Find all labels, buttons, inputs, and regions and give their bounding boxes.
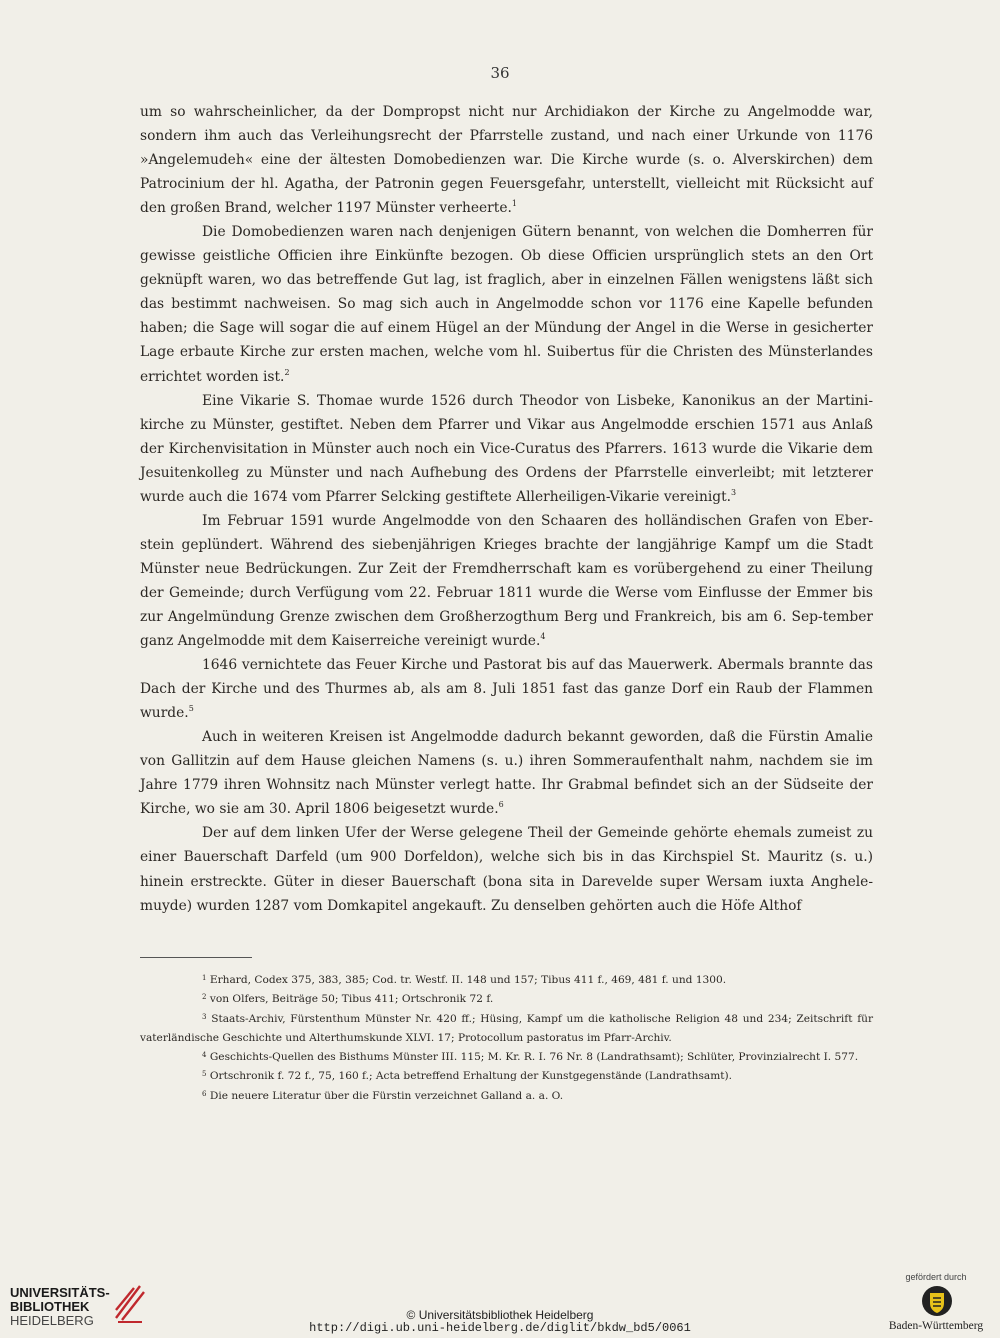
library-logo-text: UNIVERSITÄTS- BIBLIOTHEK HEIDELBERG [10,1285,110,1328]
state-crest-icon [920,1284,954,1318]
funder-name: Baden-Württemberg [888,1320,984,1332]
copyright-text: © Universitätsbibliothek Heidelberg [406,1308,594,1322]
footnote-mark: 6 [498,800,504,810]
footnote-mark: 2 [284,367,290,377]
paragraph: Die Domobedienzen waren nach denjenigen Gütern benannt, von welchen die Domherren für gewisse geistliche Officien ihre Einkünfte bezogen. Ob diese Officien ursprünglich stets an den Ort geknüpft waren, wo das betreffende Gut lag, ist fraglich, aber in einzelnen Fällen wenigstens läßt sich das bestimmt nachweisen. So mag sich auch in Angelmodde schon vor 1176 eine Kapelle befunden haben; die Sage will sogar die auf einem Hügel an der Mündung der Angel in die Werse in gesicherter Lage erbaute Kirche zur ersten machen, welche vom hl. Suibertus für die Christen des Münsterlandes errichtet worden ist.$^2$ [140,224,873,385]
paragraph: 1646 vernichtete das Feuer Kirche und Pastorat bis auf das Mauerwerk. Abermals brannte das Dach der Kirche und des Thurmes ab, als am 8. Juli 1851 fast das ganze Dorf ein Raub der Flammen wurde.$^5$ [140,657,873,722]
page-number: 36 [490,64,510,82]
footnotes [140,971,873,1106]
paragraph: Auch in weiteren Kreisen ist Angelmodde dadurch bekannt geworden, daß die Fürstin Amalie von Gallitzin auf dem Hause gleichen Namens (s. u.) ihren Sommeraufenthalt nahm, nachdem sie im Jahre 1779 ihren Wohnsitz nach Münster verlegt hatte. Ihr Grabmal befindet sich an der Südseite der Kirche, wo sie am 30. April 1806 beigesetzt wurde.$^6$ [140,729,873,818]
body-text [140,100,873,918]
footnote: $^3$ Staats-Archiv, Fürstenthum Münster Nr. 420 ff.; Hüsing, Kampf um die katholische Religion 48 und 234; Zeitschrift für vaterländische Geschichte und Alterthumskunde XLVI. 17; Protocollum pastoratus im Pfarr-Archiv. [140,1012,874,1044]
footnote: $^4$ Geschichts-Quellen des Bisthums Münster III. 115; M. Kr. R. I. 76 Nr. 8 (Landrathsamt); Schlüter, Provinzialrecht I. 577. [202,1051,859,1064]
footnote-divider [140,957,252,958]
footnote-mark: 5 [188,704,194,714]
footnote: $^5$ Ortschronik f. 72 f., 75, 160 f.; Acta betreffend Erhaltung der Kunstgegenstände (Landrathsamt). [202,1070,732,1083]
paragraph: Im Februar 1591 wurde Angelmodde von den Schaaren des holländischen Grafen von Eber-stein geplündert. Während des siebenjährigen Krieges brachte der langjährige Kampf um die Stadt Münster neue Bedrückungen. Zur Zeit der Fremdherrschaft kam es vorübergehend zu einer Theilung der Gemeinde; durch Verfügung vom 22. Februar 1811 wurde die Werse vom Einflusse der Emmer bis zur Angelmündung Grenze zwischen dem Großherzogthum Berg und Frankreich, bis am 6. Sep-tember ganz Angelmodde mit dem Kaiserreiche vereinigt wurde.$^4$ [140,512,873,650]
footnote-mark: 4 [540,632,546,642]
footnote-mark: 3 [731,487,737,497]
paragraph: Eine Vikarie S. Thomae wurde 1526 durch Theodor von Lisbeke, Kanonikus an der Martini-kirche zu Münster, gestiftet. Neben dem Pfarrer und Vikar aus Angelmodde erschien 1571 aus Anlaß der Kirchenvisitation in Münster auch noch ein Vice-Curatus des Pfarrers. 1613 wurde die Vikarie dem Jesuitenkolleg zu Münster und nach Aufhebung des Ordens der Pfarrstelle einverleibt; mit letzterer wurde auch die 1674 vom Pfarrer Selcking gestiftete Allerheiligen-Vikarie vereinigt.$^3$ [140,392,873,505]
footnote: $^1$ Erhard, Codex 375, 383, 385; Cod. tr. Westf. II. 148 und 157; Tibus 411 f., 469, 481 f. und 1300. [202,974,727,986]
footnote-mark: 1 [511,199,517,209]
footnote: $^2$ von Olfers, Beiträge 50; Tibus 411; Ortschronik 72 f. [202,993,494,1006]
paragraph: um so wahrscheinlicher, da der Dompropst nicht nur Archidiakon der Kirche zu Angelmodde war, sondern ihm auch das Verleihungsrecht der Pfarrstelle zustand, und nach einer Urkunde von 1176 »Angelemudeh« eine der ältesten Domobedienzen war. Die Kirche wurde (s. o. Alverskirchen) dem Patrocinium der hl. Agatha, der Patronin gegen Feuersgefahr, unterstellt, vielleicht mit Rücksicht auf den großen Brand, welcher 1197 Münster verheerte.$^1$ [140,104,873,217]
paragraph: Der auf dem linken Ufer der Werse gelegene Theil der Gemeinde gehörte ehemals zumeist zu einer Bauerschaft Darfeld (um 900 Dorfeldon), welche sich bis in das Kirchspiel St. Mauritz (s. u.) hinein erstreckte. Güter in dieser Bauerschaft (bona sita in Darevelde super Wersam iuxta Anghele-muyde) wurden 1287 vom Domkapitel angekauft. Zu denselben gehörten auch die Höfe Althof [140,825,873,914]
permalink[interactable]: http://digi.ub.uni-heidelberg.de/diglit/bkdw_bd5/0061 [309,1321,691,1335]
funded-by-label: gefördert durch [905,1272,967,1282]
footnote: $^6$ Die neuere Literatur über die Fürstin verzeichnet Galland a. a. O. [202,1089,564,1102]
